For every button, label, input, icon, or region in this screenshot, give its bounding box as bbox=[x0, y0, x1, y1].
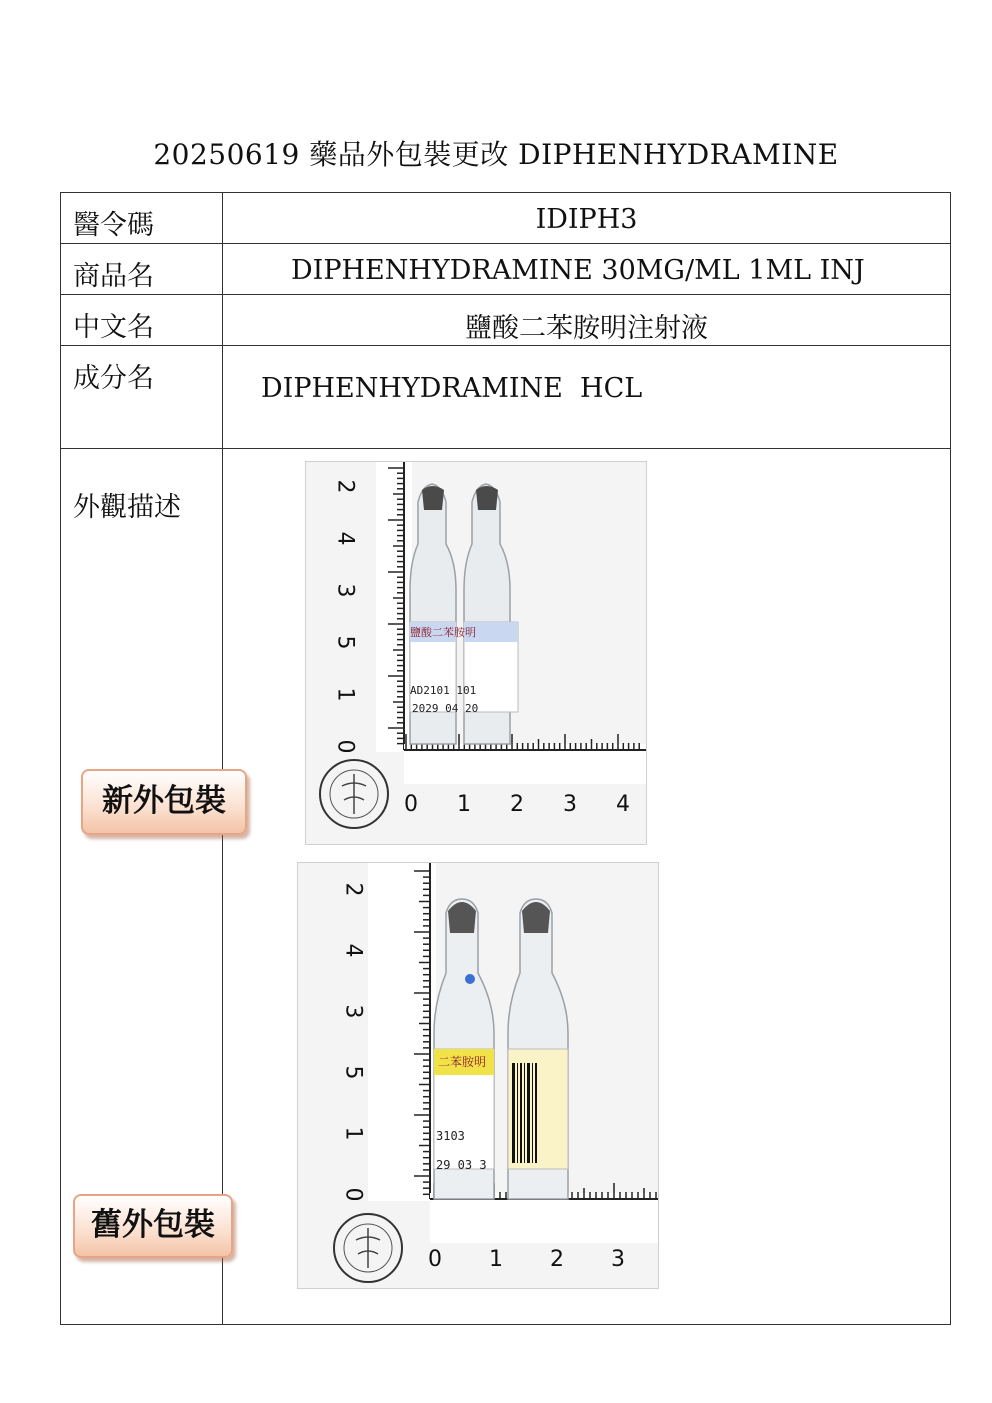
old-label-expiry: 29 03 3 bbox=[436, 1158, 487, 1172]
row-order-code bbox=[61, 193, 951, 244]
new-label-name: 鹽酸二苯胺明 bbox=[410, 626, 476, 639]
new-package-photo bbox=[305, 461, 647, 845]
new-label-expiry: 2029 04 20 bbox=[412, 702, 479, 715]
ingredient-label: 成分名 bbox=[61, 346, 223, 449]
ruler-number: 0 bbox=[428, 1247, 442, 1272]
new-package-badge: 新外包裝 bbox=[81, 769, 247, 835]
old-package-photo bbox=[297, 862, 659, 1289]
ruler-number: 3 bbox=[340, 1004, 366, 1019]
ruler-number: 2 bbox=[340, 882, 366, 897]
chinese-name-value: 鹽酸二苯胺明注射液 bbox=[223, 295, 951, 346]
ruler-number: 0 bbox=[332, 739, 358, 754]
ruler-number: 2 bbox=[550, 1247, 564, 1272]
chinese-name-label: 中文名 bbox=[61, 295, 223, 346]
document-title: 20250619 藥品外包裝更改 DIPHENHYDRAMINE bbox=[153, 138, 839, 171]
ruler-number: 1 bbox=[340, 1126, 366, 1141]
ruler-number: 0 bbox=[404, 792, 418, 817]
ruler-number: 5 bbox=[340, 1065, 366, 1080]
ruler-number: 2 bbox=[510, 792, 524, 817]
ruler-number: 4 bbox=[616, 792, 630, 817]
row-ingredient bbox=[61, 346, 951, 449]
ruler-number: 4 bbox=[340, 943, 366, 958]
new-ampoule-illustration bbox=[306, 462, 646, 844]
row-chinese-name bbox=[61, 295, 951, 346]
ruler-number: 4 bbox=[332, 531, 358, 546]
old-package-badge: 舊外包裝 bbox=[73, 1194, 233, 1258]
order-code-value: IDIPH3 bbox=[223, 193, 951, 244]
ruler-number: 3 bbox=[611, 1247, 625, 1272]
product-name-label: 商品名 bbox=[61, 244, 223, 295]
ruler-number: 5 bbox=[332, 635, 358, 650]
old-label-lot: 3103 bbox=[436, 1129, 465, 1143]
old-label-name: 二苯胺明 bbox=[438, 1055, 487, 1069]
product-name-value: DIPHENHYDRAMINE 30MG/ML 1ML INJ bbox=[223, 244, 951, 295]
new-label-lot: AD2101 101 bbox=[410, 684, 477, 697]
ruler-number: 1 bbox=[332, 687, 358, 702]
ruler-number: 1 bbox=[457, 792, 471, 817]
ruler-number: 1 bbox=[489, 1247, 503, 1272]
row-product-name bbox=[61, 244, 951, 295]
ruler-number: 2 bbox=[332, 479, 358, 494]
ruler-number: 3 bbox=[332, 583, 358, 598]
appearance-label: 外觀描述 bbox=[61, 449, 223, 1325]
ruler-number: 3 bbox=[563, 792, 577, 817]
ingredient-value: DIPHENHYDRAMINE HCL bbox=[223, 346, 951, 449]
order-code-label: 醫令碼 bbox=[61, 193, 223, 244]
ruler-number: 0 bbox=[340, 1187, 366, 1202]
